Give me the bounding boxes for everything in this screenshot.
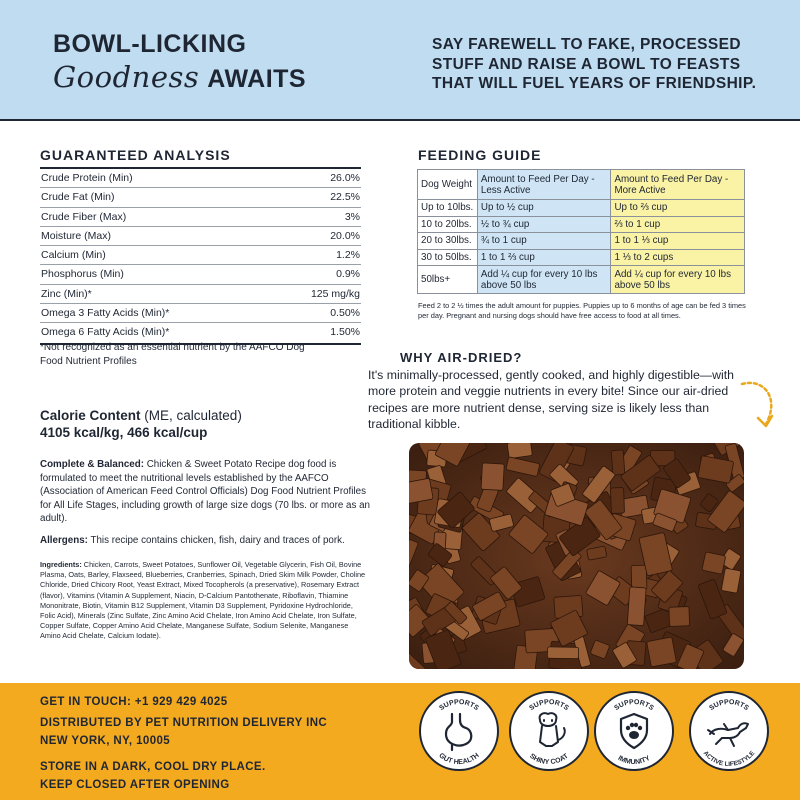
analysis-label: Crude Protein (Min) — [41, 172, 133, 184]
complete-text: Chicken & Sweet Potato Recipe dog food is formulated to meet the nutritional levels established by the AAFCO (Association of American Feed Control Officials) Dog Food Nutrient Profiles for All Life Stages, including growth of large size dogs (70 lbs. or more as an adult). — [40, 459, 371, 524]
analysis-value: 1.2% — [336, 249, 360, 262]
food-chunk — [721, 568, 741, 593]
analysis-label: Moisture (Max) — [41, 229, 112, 242]
headline-line-1: BOWL-LICKING — [53, 30, 247, 58]
analysis-label: Crude Fat (Min) — [41, 191, 115, 204]
analysis-row — [40, 227, 361, 246]
headline-rest: AWAITS — [207, 65, 307, 93]
complete-label: Complete & Balanced: — [40, 459, 144, 470]
feeding-more-active: ⅔ to 1 cup — [611, 216, 745, 233]
ingredients-text: Chicken, Carrots, Sweet Potatoes, Sunflower Oil, Vegetable Glycerin, Fish Oil, Bovine Plasma, Oats, Barley, Flaxseed, Blueberries, Cranberries, Spinach, Dried Skim Milk Powder, Choline Chloride, Dried Chicory Root, Yeast Extract, Mixed Tocopherols (a preservative), Rosemary Extract (flavor), Vitamins (Vitamin A Supplement, Niacin, D-Calcium Pantothenate, Riboflavin, Thiamine Mononitrate, Biotin, Vitamin B12 Supplement, Vitamin D3 Supplement, Pyridoxine Hydrochloride, Folic Acid), Minerals (Zinc Sulfate, Zinc Amino Acid Chelate, Iron Amino Acid Chelate, Iron Sulfate, Copper Sulfate, Copper Amino Acid Chelate, Manganese Sulfate, Sodium Selenite, Manganese Amino Acid Chelate, Calcium Iodate). — [40, 560, 366, 641]
badge-top-label: SUPPORTS — [528, 698, 570, 713]
analysis-row — [40, 265, 361, 284]
tagline: SAY FAREWELL TO FAKE, PROCESSED STUFF AND RAISE A BOWL TO FEASTS THAT WILL FUEL YEARS OF FRIENDSHIP. — [432, 36, 757, 92]
allergens-text: This recipe contains chicken, fish, dairy and traces of pork. — [90, 535, 345, 546]
allergens-label: Allergens: — [40, 535, 88, 546]
ingredients-label: Ingredients: — [40, 560, 82, 569]
calorie-label: Calorie Content — [40, 408, 141, 423]
analysis-label: Omega 3 Fatty Acids (Min)* — [41, 307, 170, 320]
feeding-header-less-active: Amount to Feed Per Day - Less Active — [477, 170, 611, 200]
curved-arrow-icon — [736, 376, 784, 432]
analysis-value: 0.50% — [330, 307, 360, 320]
ingredients-list — [40, 560, 370, 642]
feeding-header-more-active: Amount to Feed Per Day - More Active — [611, 170, 745, 200]
badge-bottom-label: IMMUNITY — [616, 754, 652, 767]
guaranteed-analysis-title: GUARANTEED ANALYSIS — [40, 147, 231, 163]
feeding-weight: 10 to 20lbs. — [418, 216, 478, 233]
feeding-guide-table — [417, 169, 745, 294]
feeding-guide-title: FEEDING GUIDE — [418, 147, 542, 163]
calorie-value: 4105 kcal/kg, 466 kcal/cup — [40, 425, 208, 440]
badge-top-label: SUPPORTS — [708, 698, 750, 713]
storage-instruction-2: KEEP CLOSED AFTER OPENING — [40, 779, 230, 791]
analysis-row — [40, 246, 361, 265]
shiny-coat-badge — [508, 690, 590, 772]
distributor-address: NEW YORK, NY, 10005 — [40, 735, 171, 747]
feeding-more-active: Up to ⅔ cup — [611, 200, 745, 217]
food-chunk — [647, 637, 677, 667]
analysis-row — [40, 285, 361, 304]
badge-bottom-label: GUT HEALTH — [437, 752, 481, 767]
feeding-row — [418, 216, 745, 233]
guaranteed-analysis-table — [40, 167, 361, 345]
analysis-label: Zinc (Min)* — [41, 287, 92, 300]
why-air-dried-text: It's minimally-processed, gently cooked, and highly digestible—with more protein and veggie nutrients in every bite! Since our air-dried recipes are more nutrient dense, serving size is likely less than traditional kibble. — [368, 368, 734, 431]
analysis-row — [40, 188, 361, 207]
storage-instruction-1: STORE IN A DARK, COOL DRY PLACE. — [40, 761, 266, 773]
analysis-row — [40, 208, 361, 227]
feeding-less-active: Add ¼ cup for every 10 lbs above 50 lbs — [477, 266, 611, 294]
feeding-weight: 20 to 30lbs. — [418, 233, 478, 250]
distributor: DISTRIBUTED BY PET NUTRITION DELIVERY INC — [40, 717, 328, 729]
calorie-content-heading — [40, 408, 242, 423]
analysis-value: 125 mg/kg — [310, 287, 360, 300]
badge-top-label: SUPPORTS — [438, 698, 480, 713]
headline-script-word: Goodness — [53, 60, 200, 94]
feeding-header-weight: Dog Weight — [418, 170, 478, 200]
analysis-value: 20.0% — [330, 229, 360, 242]
food-chunk — [481, 463, 504, 491]
analysis-value: 26.0% — [330, 172, 360, 184]
analysis-row — [40, 304, 361, 323]
feeding-weight: 30 to 50lbs. — [418, 249, 478, 266]
header-banner — [0, 0, 800, 121]
badge-top-label: SUPPORTS — [613, 698, 655, 713]
analysis-value: 0.9% — [336, 268, 360, 281]
contact-phone: GET IN TOUCH: +1 929 429 4025 — [40, 696, 228, 708]
feeding-header-row — [418, 170, 745, 200]
food-chunk — [611, 488, 625, 514]
feeding-weight: 50lbs+ — [418, 266, 478, 294]
headline-line-2 — [53, 60, 306, 94]
analysis-label: Omega 6 Fatty Acids (Min)* — [41, 326, 170, 339]
food-chunk — [547, 647, 578, 659]
footer-banner — [0, 683, 800, 800]
feeding-less-active: Up to ½ cup — [477, 200, 611, 217]
feeding-more-active: Add ¼ cup for every 10 lbs above 50 lbs — [611, 266, 745, 294]
gut-health-badge — [418, 690, 500, 772]
air-dried-food-photo — [409, 443, 744, 669]
active-lifestyle-badge — [688, 690, 770, 772]
feeding-row — [418, 233, 745, 250]
feeding-less-active: 1 to 1 ⅔ cup — [477, 249, 611, 266]
allergens-statement — [40, 534, 370, 547]
badge-bottom-label: ACTIVE LIFESTYLE — [701, 749, 757, 769]
feeding-more-active: 1 to 1 ⅓ cup — [611, 233, 745, 250]
complete-balanced-statement — [40, 458, 370, 526]
analysis-row — [40, 169, 361, 188]
food-chunk — [611, 450, 625, 475]
analysis-value: 1.50% — [330, 326, 360, 339]
analysis-value: 22.5% — [330, 191, 360, 204]
immunity-badge — [593, 690, 675, 772]
analysis-label: Crude Fiber (Max) — [41, 210, 127, 223]
feeding-row — [418, 249, 745, 266]
food-chunk — [631, 565, 647, 590]
food-chunk — [702, 552, 726, 575]
feeding-footnote: Feed 2 to 2 ½ times the adult amount for puppies. Puppies up to 6 months of age can be fed 3 times per day. Pregnant and nursing dogs should have free access to food at all times. — [418, 301, 746, 320]
why-air-dried-title: WHY AIR-DRIED? — [400, 350, 523, 365]
analysis-label: Calcium (Min) — [41, 249, 106, 262]
feeding-row — [418, 266, 745, 294]
analysis-value: 3% — [344, 210, 360, 223]
food-chunk — [669, 607, 690, 627]
feeding-less-active: ½ to ¾ cup — [477, 216, 611, 233]
food-chunk — [627, 587, 646, 626]
food-pieces-image — [409, 443, 744, 669]
food-chunk — [507, 443, 532, 459]
feeding-weight: Up to 10lbs. — [418, 200, 478, 217]
feeding-row — [418, 200, 745, 217]
aafco-footnote: *Not recognized as an essential nutrient by the AAFCO Dog Food Nutrient Profiles — [40, 342, 305, 367]
feeding-more-active: 1 ⅓ to 2 cups — [611, 249, 745, 266]
badge-bottom-label: SHINY COAT — [528, 752, 570, 767]
calorie-qualifier: (ME, calculated) — [144, 408, 242, 423]
analysis-row — [40, 323, 361, 342]
feeding-less-active: ¾ to 1 cup — [477, 233, 611, 250]
analysis-label: Phosphorus (Min) — [41, 268, 124, 281]
